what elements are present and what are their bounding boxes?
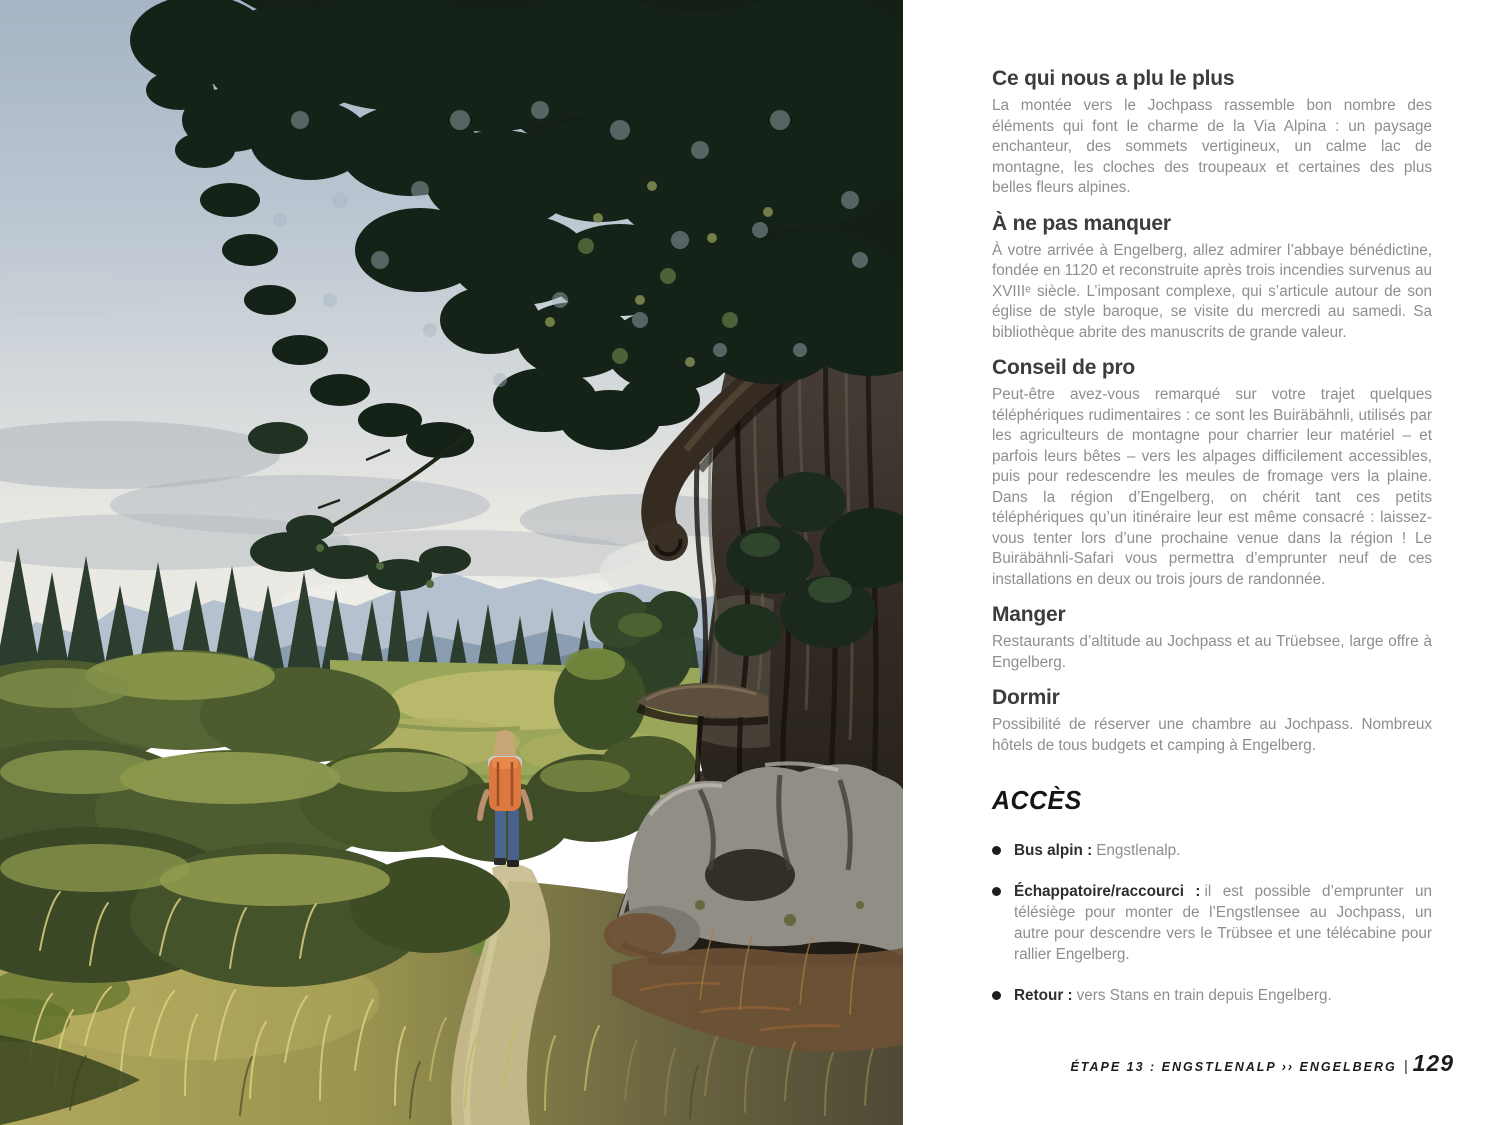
hiker-jeans	[508, 810, 519, 862]
page-number: 129	[1412, 1050, 1454, 1076]
section-body: À votre arrivée à Engelberg, allez admirer l’abbaye bénédictine, fondée en 1120 et reconstruite après trois incendies survenus au XVIIIᵉ siècle. L’imposant complexe, qui s’articule autour de son église de style baroque, se visite du mercredi au samedi. Sa bibliothèque abrite des manuscrits de grande valeur.	[992, 241, 1432, 341]
section-acces	[992, 786, 1432, 1006]
section-ce-qui-nous-a-plu	[992, 66, 1432, 199]
section-conseil-de-pro	[992, 355, 1432, 590]
section-body: Possibilité de réserver une chambre au Jochpass. Nombreux hôtels de tous budgets et camping à Engelberg.	[992, 716, 1432, 754]
bullet-icon	[992, 846, 1001, 855]
acces-item-retour	[992, 985, 1432, 1006]
acces-item-label: Bus alpin :	[1014, 842, 1093, 859]
section-dormir	[992, 685, 1432, 756]
acces-item-echappatoire	[992, 881, 1432, 965]
section-manger	[992, 602, 1432, 673]
section-heading: Manger	[992, 603, 1066, 626]
acces-item-text: vers Stans en train depuis Engelberg.	[1076, 987, 1332, 1004]
footer-stage-label: ÉTAPE 13 : ENGSTLENALP ›› ENGELBERG	[1070, 1060, 1397, 1074]
acces-heading: ACCÈS	[992, 785, 1082, 815]
bullet-icon	[992, 991, 1001, 1000]
section-a-ne-pas-manquer	[992, 211, 1432, 344]
section-heading: À ne pas manquer	[992, 211, 1171, 235]
acces-item-label: Retour :	[1014, 987, 1073, 1004]
section-body: Peut-être avez-vous remarqué sur votre trajet quelques téléphériques rudimentaires : ce sont les Buiräbähnli, utilisés par les agriculteurs de montagne pour charrier leur matériel – et parfois leurs bêtes – vers les alpages difficilement accessibles, puis pour redescendre les meules de fromage vers la plaine. Dans la région d’Engelberg, on chérit tant ces petits téléphériques qu’un itinéraire leur est même consacré : laissez-vous tenter lors d’une prochaine venue dans la région ! Le Buiräbähnli-Safari vous permettra d’emprunter neuf de ces installations en deux ou trois jours de randonnée.	[992, 386, 1432, 588]
footer-separator: |	[1403, 1058, 1408, 1075]
section-heading: Conseil de pro	[992, 356, 1136, 379]
acces-item-bus-alpin	[992, 840, 1432, 861]
section-heading: Ce qui nous a plu le plus	[992, 67, 1235, 90]
acces-item-text: il est possible d’emprunter un télésiège pour monter de l’Engstlensee au Jochpass, un autre pour descendre vers le Trübsee et une télécabine pour rallier Engelberg.	[1014, 883, 1433, 963]
section-heading: Dormir	[992, 686, 1060, 709]
acces-list	[992, 840, 1432, 1006]
text-column	[992, 66, 1432, 1026]
section-body: Restaurants d’altitude au Jochpass et au Trüebsee, large offre à Engelberg.	[992, 633, 1432, 671]
page-footer	[1070, 1050, 1454, 1077]
section-body: La montée vers le Jochpass rassemble bon nombre des éléments qui font le charme de la Via Alpina : un paysage enchanteur, des sommets vertigineux, un calme lac de montagne, les cloches des troupeaux et certaines des plus belles fleurs alpines.	[992, 97, 1432, 196]
acces-item-text: Engstlenalp.	[1096, 842, 1181, 859]
acces-item-label: Échappatoire/raccourci :	[1014, 883, 1201, 900]
bullet-icon	[992, 887, 1001, 896]
